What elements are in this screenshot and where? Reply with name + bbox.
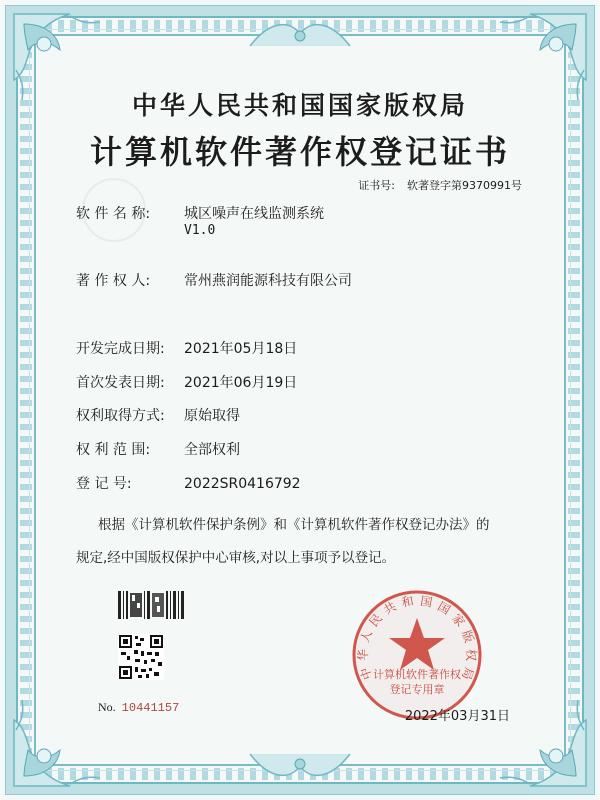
serial-label: No. bbox=[98, 700, 116, 714]
field-label: 软 件 名 称: bbox=[76, 206, 151, 222]
field-label: 首次发表日期: bbox=[76, 375, 165, 391]
field-registration-number bbox=[76, 473, 301, 493]
field-value: 2021年06月19日 bbox=[184, 375, 298, 391]
corner-ornament-icon bbox=[10, 694, 106, 790]
seal-line-1: 计算机软件著作权 bbox=[373, 668, 461, 681]
seal-ring-char: 民 bbox=[366, 611, 385, 630]
field-value: 原始取得 bbox=[184, 408, 240, 424]
seal-ring-char: 人 bbox=[357, 628, 375, 645]
field-label: 开发完成日期: bbox=[76, 341, 165, 357]
certificate-number-label: 证书号: bbox=[358, 179, 395, 192]
field-value: 全部权利 bbox=[184, 442, 240, 458]
seal-ring-char: 家 bbox=[449, 611, 468, 630]
serial-value: 10441157 bbox=[121, 701, 180, 715]
field-label: 登 记 号: bbox=[76, 476, 132, 492]
serial-number bbox=[98, 700, 179, 715]
seal-ring-char: 版 bbox=[459, 628, 477, 645]
certificate-number bbox=[358, 177, 522, 193]
field-value: 2021年05月18日 bbox=[184, 341, 298, 357]
qr-code-icon bbox=[118, 634, 164, 680]
field-value: 城区噪声在线监测系统 bbox=[184, 206, 324, 222]
statement-line-1: 根据《计算机软件保护条例》和《计算机软件著作权登记办法》的 bbox=[98, 517, 490, 533]
field-scope bbox=[76, 439, 240, 459]
field-label: 权 利 范 围: bbox=[76, 442, 151, 458]
software-version: V1.0 bbox=[184, 223, 216, 238]
field-label: 著 作 权 人: bbox=[76, 273, 151, 289]
field-copyright-owner bbox=[76, 270, 352, 290]
barcode-icon bbox=[118, 591, 186, 619]
field-value: 2022SR0416792 bbox=[184, 476, 301, 492]
bottom-ornament-icon bbox=[240, 750, 360, 784]
seal-ring-char: 权 bbox=[464, 649, 478, 662]
field-acquisition bbox=[76, 405, 240, 425]
field-software-name bbox=[76, 203, 324, 223]
seal-ring-char: 国 bbox=[419, 593, 434, 610]
seal-line-2: 登记专用章 bbox=[389, 683, 445, 696]
issue-date: 2022年03月31日 bbox=[404, 709, 510, 724]
certificate-number-value: 软著登字第9370991号 bbox=[407, 179, 522, 192]
seal-ring-char: 华 bbox=[356, 648, 370, 661]
field-publication-date bbox=[76, 372, 297, 392]
field-label: 权利取得方式: bbox=[76, 408, 165, 424]
seal-ring-char: 国 bbox=[435, 599, 453, 618]
top-ornament-icon bbox=[240, 16, 360, 50]
seal-ring-char: 局 bbox=[459, 665, 477, 682]
issuing-authority: 中华人民共和国国家版权局 bbox=[131, 91, 468, 120]
field-value: 常州燕润能源科技有限公司 bbox=[184, 273, 352, 289]
field-completion-date bbox=[76, 338, 297, 358]
statement-line-2: 规定,经中国版权保护中心审核,对以上事项予以登记。 bbox=[76, 550, 396, 566]
seal-ring-char: 中 bbox=[357, 665, 375, 682]
certificate-title: 计算机软件著作权登记证书 bbox=[89, 133, 510, 171]
seal-ring-char: 和 bbox=[400, 593, 415, 610]
seal-ring-char: 共 bbox=[381, 599, 399, 618]
seal-ring-text bbox=[350, 588, 484, 722]
